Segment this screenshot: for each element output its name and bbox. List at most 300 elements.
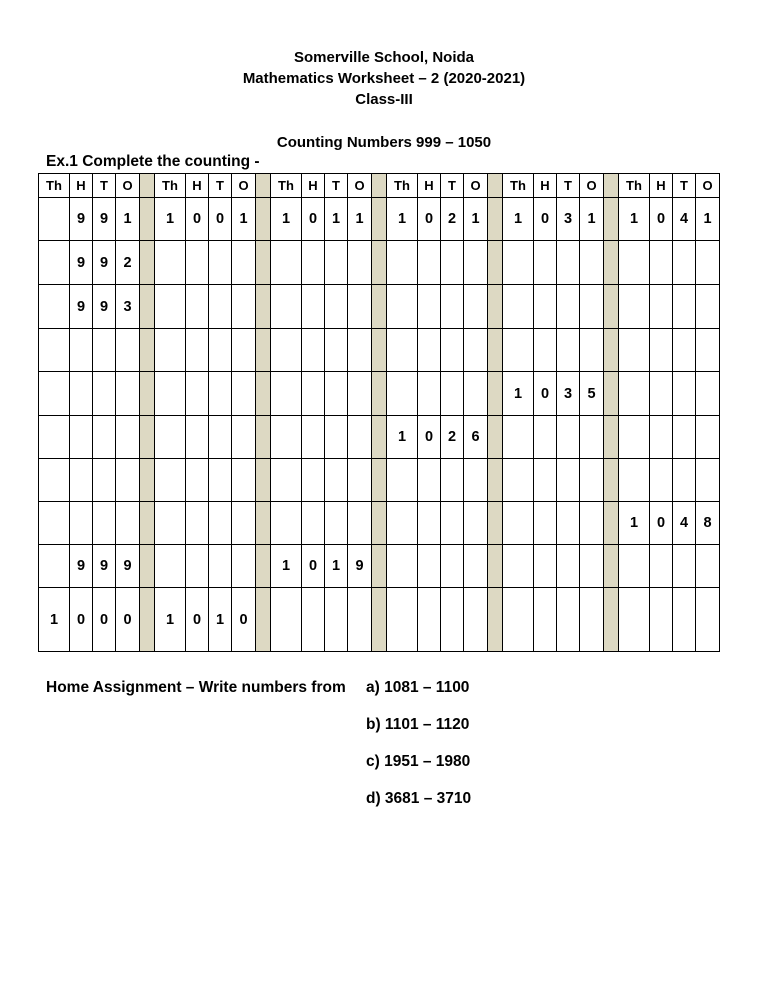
digit-cell[interactable]	[464, 329, 488, 372]
digit-cell[interactable]	[209, 459, 232, 502]
digit-cell[interactable]	[186, 372, 209, 416]
digit-cell[interactable]: 0	[186, 198, 209, 241]
digit-cell[interactable]	[464, 372, 488, 416]
table-row	[39, 198, 720, 241]
digit-cell[interactable]	[619, 545, 650, 588]
separator-column	[140, 588, 155, 652]
digit-cell[interactable]: 6	[464, 416, 488, 459]
digit-cell[interactable]	[155, 416, 186, 459]
digit-cell[interactable]	[650, 372, 673, 416]
digit-cell[interactable]	[209, 416, 232, 459]
digit-cell[interactable]	[418, 285, 441, 329]
digit-cell[interactable]	[325, 285, 348, 329]
digit-cell[interactable]	[580, 329, 604, 372]
digit-cell[interactable]: 1	[619, 198, 650, 241]
digit-cell[interactable]	[534, 285, 557, 329]
digit-cell[interactable]	[39, 285, 70, 329]
separator-column	[140, 285, 155, 329]
digit-cell[interactable]: 1	[325, 545, 348, 588]
digit-cell[interactable]	[387, 459, 418, 502]
digit-cell[interactable]	[464, 241, 488, 285]
digit-cell[interactable]: 9	[116, 545, 140, 588]
home-assignment-item: d) 3681 – 3710	[366, 790, 472, 807]
digit-cell[interactable]	[232, 285, 256, 329]
digit-cell[interactable]	[325, 372, 348, 416]
separator-column	[372, 502, 387, 545]
digit-cell[interactable]	[70, 329, 93, 372]
digit-cell[interactable]	[232, 372, 256, 416]
place-header: H	[302, 174, 325, 198]
class-label: Class-III	[355, 91, 413, 108]
digit-cell[interactable]	[464, 502, 488, 545]
digit-cell[interactable]: 0	[650, 502, 673, 545]
digit-cell[interactable]: 1	[271, 545, 302, 588]
digit-cell[interactable]	[186, 545, 209, 588]
digit-cell[interactable]: 3	[557, 198, 580, 241]
digit-cell[interactable]: 4	[673, 198, 696, 241]
digit-cell[interactable]	[441, 285, 464, 329]
digit-cell[interactable]: 0	[302, 198, 325, 241]
digit-cell[interactable]	[441, 459, 464, 502]
digit-cell[interactable]	[387, 241, 418, 285]
digit-cell[interactable]	[325, 329, 348, 372]
digit-cell[interactable]	[70, 459, 93, 502]
digit-cell[interactable]: 2	[116, 241, 140, 285]
digit-cell[interactable]	[155, 285, 186, 329]
digit-cell[interactable]	[441, 502, 464, 545]
digit-cell[interactable]: 0	[232, 588, 256, 652]
digit-cell[interactable]	[271, 285, 302, 329]
digit-cell[interactable]	[696, 545, 720, 588]
digit-cell[interactable]	[155, 545, 186, 588]
digit-cell[interactable]: 1	[503, 198, 534, 241]
separator-column	[256, 545, 271, 588]
digit-cell[interactable]	[619, 329, 650, 372]
digit-cell[interactable]	[696, 416, 720, 459]
digit-cell[interactable]	[673, 588, 696, 652]
place-header: H	[418, 174, 441, 198]
digit-cell[interactable]	[503, 502, 534, 545]
separator-column	[140, 372, 155, 416]
digit-cell[interactable]	[70, 372, 93, 416]
digit-cell[interactable]: 0	[650, 198, 673, 241]
digit-cell[interactable]: 9	[93, 285, 116, 329]
separator-column	[372, 545, 387, 588]
separator-column	[488, 198, 503, 241]
separator-column	[372, 372, 387, 416]
digit-cell[interactable]	[348, 588, 372, 652]
digit-cell[interactable]	[155, 502, 186, 545]
digit-cell[interactable]	[39, 459, 70, 502]
place-header: O	[116, 174, 140, 198]
digit-cell[interactable]	[557, 459, 580, 502]
digit-cell[interactable]	[39, 329, 70, 372]
digit-cell[interactable]: 1	[503, 372, 534, 416]
digit-cell[interactable]	[271, 372, 302, 416]
digit-cell[interactable]	[580, 588, 604, 652]
digit-cell[interactable]	[534, 588, 557, 652]
digit-cell[interactable]	[325, 588, 348, 652]
digit-cell[interactable]: 1	[696, 198, 720, 241]
table-row	[39, 329, 720, 372]
digit-cell[interactable]	[580, 241, 604, 285]
separator-column	[140, 459, 155, 502]
digit-cell[interactable]	[186, 416, 209, 459]
digit-cell[interactable]	[441, 372, 464, 416]
table-row	[39, 241, 720, 285]
digit-cell[interactable]	[70, 416, 93, 459]
digit-cell[interactable]	[534, 545, 557, 588]
digit-cell[interactable]	[418, 459, 441, 502]
digit-cell[interactable]	[186, 329, 209, 372]
digit-cell[interactable]: 9	[70, 198, 93, 241]
digit-cell[interactable]: 9	[93, 241, 116, 285]
separator-column	[488, 416, 503, 459]
separator-column	[604, 174, 619, 198]
digit-cell[interactable]	[39, 241, 70, 285]
digit-cell[interactable]: 9	[70, 285, 93, 329]
separator-column	[256, 459, 271, 502]
digit-cell[interactable]	[418, 329, 441, 372]
separator-column	[488, 285, 503, 329]
digit-cell[interactable]	[232, 241, 256, 285]
separator-column	[488, 241, 503, 285]
digit-cell[interactable]	[387, 285, 418, 329]
digit-cell[interactable]	[673, 329, 696, 372]
digit-cell[interactable]	[209, 372, 232, 416]
digit-cell[interactable]	[348, 502, 372, 545]
digit-cell[interactable]	[503, 416, 534, 459]
digit-cell[interactable]	[209, 502, 232, 545]
digit-cell[interactable]	[650, 416, 673, 459]
digit-cell[interactable]	[348, 459, 372, 502]
digit-cell[interactable]	[441, 588, 464, 652]
digit-cell[interactable]	[580, 459, 604, 502]
place-header: T	[673, 174, 696, 198]
separator-column	[372, 174, 387, 198]
digit-cell[interactable]	[619, 285, 650, 329]
digit-cell[interactable]	[271, 241, 302, 285]
place-header: Th	[39, 174, 70, 198]
digit-cell[interactable]: 1	[325, 198, 348, 241]
digit-cell[interactable]	[232, 459, 256, 502]
digit-cell[interactable]	[441, 545, 464, 588]
digit-cell[interactable]	[70, 502, 93, 545]
separator-column	[140, 416, 155, 459]
digit-cell[interactable]	[557, 416, 580, 459]
digit-cell[interactable]	[302, 285, 325, 329]
digit-cell[interactable]	[673, 285, 696, 329]
digit-cell[interactable]	[93, 416, 116, 459]
digit-cell[interactable]	[619, 588, 650, 652]
digit-cell[interactable]: 1	[464, 198, 488, 241]
digit-cell[interactable]	[155, 329, 186, 372]
digit-cell[interactable]	[696, 372, 720, 416]
digit-cell[interactable]: 1	[39, 588, 70, 652]
separator-column	[604, 459, 619, 502]
digit-cell[interactable]	[155, 372, 186, 416]
place-header: H	[70, 174, 93, 198]
digit-cell[interactable]	[232, 545, 256, 588]
digit-cell[interactable]: 3	[557, 372, 580, 416]
digit-cell[interactable]	[155, 241, 186, 285]
digit-cell[interactable]	[325, 416, 348, 459]
digit-cell[interactable]	[271, 459, 302, 502]
table-row	[39, 545, 720, 588]
digit-cell[interactable]	[673, 459, 696, 502]
digit-cell[interactable]	[209, 329, 232, 372]
separator-column	[140, 545, 155, 588]
digit-cell[interactable]	[534, 502, 557, 545]
digit-cell[interactable]	[209, 241, 232, 285]
digit-cell[interactable]	[557, 502, 580, 545]
digit-cell[interactable]	[302, 588, 325, 652]
digit-cell[interactable]	[418, 241, 441, 285]
digit-cell[interactable]	[418, 588, 441, 652]
digit-cell[interactable]: 0	[93, 588, 116, 652]
digit-cell[interactable]	[387, 545, 418, 588]
separator-column	[372, 241, 387, 285]
separator-column	[604, 502, 619, 545]
digit-cell[interactable]	[580, 502, 604, 545]
digit-cell[interactable]	[116, 329, 140, 372]
digit-cell[interactable]	[93, 329, 116, 372]
separator-column	[140, 198, 155, 241]
separator-column	[256, 588, 271, 652]
digit-cell[interactable]: 2	[441, 198, 464, 241]
separator-column	[488, 372, 503, 416]
digit-cell[interactable]	[619, 416, 650, 459]
digit-cell[interactable]	[39, 372, 70, 416]
digit-cell[interactable]	[503, 241, 534, 285]
digit-cell[interactable]	[186, 459, 209, 502]
digit-cell[interactable]	[441, 241, 464, 285]
digit-cell[interactable]	[418, 502, 441, 545]
digit-cell[interactable]: 0	[418, 198, 441, 241]
digit-cell[interactable]: 1	[619, 502, 650, 545]
header-row	[39, 174, 720, 198]
digit-cell[interactable]	[387, 329, 418, 372]
digit-cell[interactable]	[271, 502, 302, 545]
digit-cell[interactable]	[116, 416, 140, 459]
digit-cell[interactable]: 1	[209, 588, 232, 652]
digit-cell[interactable]: 9	[70, 545, 93, 588]
digit-cell[interactable]: 0	[534, 372, 557, 416]
place-header: Th	[271, 174, 302, 198]
digit-cell[interactable]: 2	[441, 416, 464, 459]
digit-cell[interactable]	[673, 241, 696, 285]
digit-cell[interactable]	[387, 588, 418, 652]
digit-cell[interactable]	[325, 502, 348, 545]
digit-cell[interactable]	[302, 502, 325, 545]
digit-cell[interactable]	[441, 329, 464, 372]
digit-cell[interactable]	[696, 588, 720, 652]
digit-cell[interactable]	[673, 372, 696, 416]
digit-cell[interactable]	[39, 502, 70, 545]
digit-cell[interactable]	[302, 241, 325, 285]
digit-cell[interactable]	[650, 588, 673, 652]
digit-cell[interactable]	[580, 285, 604, 329]
digit-cell[interactable]	[116, 502, 140, 545]
digit-cell[interactable]	[302, 372, 325, 416]
digit-cell[interactable]	[650, 459, 673, 502]
digit-cell[interactable]	[232, 416, 256, 459]
digit-cell[interactable]	[325, 241, 348, 285]
digit-cell[interactable]	[418, 545, 441, 588]
digit-cell[interactable]	[209, 285, 232, 329]
digit-cell[interactable]	[271, 588, 302, 652]
place-header: T	[325, 174, 348, 198]
place-header: O	[232, 174, 256, 198]
separator-column	[604, 285, 619, 329]
digit-cell[interactable]	[580, 545, 604, 588]
digit-cell[interactable]	[503, 285, 534, 329]
digit-cell[interactable]	[534, 329, 557, 372]
digit-cell[interactable]	[39, 545, 70, 588]
table-row	[39, 372, 720, 416]
digit-cell[interactable]: 9	[93, 545, 116, 588]
digit-cell[interactable]: 1	[155, 588, 186, 652]
digit-cell[interactable]	[39, 416, 70, 459]
separator-column	[604, 372, 619, 416]
digit-cell[interactable]	[418, 372, 441, 416]
separator-column	[488, 588, 503, 652]
digit-cell[interactable]	[464, 588, 488, 652]
digit-cell[interactable]	[302, 329, 325, 372]
digit-cell[interactable]	[348, 285, 372, 329]
digit-cell[interactable]	[503, 329, 534, 372]
separator-column	[256, 285, 271, 329]
digit-cell[interactable]	[186, 241, 209, 285]
digit-cell[interactable]	[650, 285, 673, 329]
digit-cell[interactable]	[557, 241, 580, 285]
digit-cell[interactable]: 0	[209, 198, 232, 241]
digit-cell[interactable]	[557, 329, 580, 372]
digit-cell[interactable]: 5	[580, 372, 604, 416]
digit-cell[interactable]	[464, 285, 488, 329]
digit-cell[interactable]	[387, 372, 418, 416]
separator-column	[488, 545, 503, 588]
digit-cell[interactable]: 8	[696, 502, 720, 545]
digit-cell[interactable]: 9	[70, 241, 93, 285]
digit-cell[interactable]: 1	[271, 198, 302, 241]
digit-cell[interactable]	[348, 329, 372, 372]
digit-cell[interactable]: 1	[348, 198, 372, 241]
separator-column	[256, 372, 271, 416]
digit-cell[interactable]	[557, 545, 580, 588]
digit-cell[interactable]	[155, 459, 186, 502]
digit-cell[interactable]	[696, 329, 720, 372]
digit-cell[interactable]	[232, 329, 256, 372]
counting-table	[38, 173, 720, 652]
digit-cell[interactable]	[619, 372, 650, 416]
digit-cell[interactable]	[696, 241, 720, 285]
digit-cell[interactable]	[503, 545, 534, 588]
digit-cell[interactable]	[387, 502, 418, 545]
digit-cell[interactable]	[271, 416, 302, 459]
digit-cell[interactable]	[557, 285, 580, 329]
digit-cell[interactable]	[673, 416, 696, 459]
digit-cell[interactable]	[619, 241, 650, 285]
digit-cell[interactable]	[696, 285, 720, 329]
digit-cell[interactable]	[650, 241, 673, 285]
digit-cell[interactable]	[557, 588, 580, 652]
digit-cell[interactable]: 1	[232, 198, 256, 241]
digit-cell[interactable]	[186, 285, 209, 329]
digit-cell[interactable]	[580, 416, 604, 459]
digit-cell[interactable]: 9	[93, 198, 116, 241]
separator-column	[256, 198, 271, 241]
digit-cell[interactable]: 1	[155, 198, 186, 241]
digit-cell[interactable]	[464, 545, 488, 588]
digit-cell[interactable]: 0	[534, 198, 557, 241]
digit-cell[interactable]	[673, 545, 696, 588]
digit-cell[interactable]	[619, 459, 650, 502]
place-header: O	[348, 174, 372, 198]
digit-cell[interactable]: 4	[673, 502, 696, 545]
home-assignment-item: a) 1081 – 1100	[366, 679, 470, 696]
school-name: Somerville School, Noida	[293, 49, 475, 66]
table-row	[39, 285, 720, 329]
digit-cell[interactable]: 0	[70, 588, 93, 652]
digit-cell[interactable]: 1	[580, 198, 604, 241]
place-header: T	[93, 174, 116, 198]
digit-cell[interactable]	[302, 416, 325, 459]
digit-cell[interactable]	[534, 459, 557, 502]
digit-cell[interactable]: 3	[116, 285, 140, 329]
digit-cell[interactable]	[348, 241, 372, 285]
separator-column	[140, 241, 155, 285]
separator-column	[488, 502, 503, 545]
digit-cell[interactable]	[93, 502, 116, 545]
digit-cell[interactable]	[116, 459, 140, 502]
digit-cell[interactable]	[39, 198, 70, 241]
digit-cell[interactable]: 0	[116, 588, 140, 652]
digit-cell[interactable]	[503, 459, 534, 502]
digit-cell[interactable]	[93, 459, 116, 502]
digit-cell[interactable]	[650, 329, 673, 372]
exercise-title: Ex.1 Complete the counting -	[46, 153, 260, 170]
digit-cell[interactable]	[534, 241, 557, 285]
digit-cell[interactable]: 1	[387, 198, 418, 241]
digit-cell[interactable]	[116, 372, 140, 416]
digit-cell[interactable]: 1	[116, 198, 140, 241]
place-header: H	[650, 174, 673, 198]
digit-cell[interactable]	[186, 502, 209, 545]
separator-column	[256, 416, 271, 459]
digit-cell[interactable]	[271, 329, 302, 372]
digit-cell[interactable]	[696, 459, 720, 502]
digit-cell[interactable]	[93, 372, 116, 416]
digit-cell[interactable]: 0	[418, 416, 441, 459]
digit-cell[interactable]: 0	[302, 545, 325, 588]
digit-cell[interactable]	[232, 502, 256, 545]
digit-cell[interactable]	[503, 588, 534, 652]
digit-cell[interactable]	[464, 459, 488, 502]
digit-cell[interactable]	[534, 416, 557, 459]
digit-cell[interactable]	[209, 545, 232, 588]
digit-cell[interactable]	[348, 416, 372, 459]
digit-cell[interactable]: 9	[348, 545, 372, 588]
digit-cell[interactable]	[302, 459, 325, 502]
place-header: O	[580, 174, 604, 198]
digit-cell[interactable]	[325, 459, 348, 502]
home-assignment-item: c) 1951 – 1980	[366, 753, 471, 770]
digit-cell[interactable]	[348, 372, 372, 416]
digit-cell[interactable]: 0	[186, 588, 209, 652]
digit-cell[interactable]: 1	[387, 416, 418, 459]
digit-cell[interactable]	[650, 545, 673, 588]
